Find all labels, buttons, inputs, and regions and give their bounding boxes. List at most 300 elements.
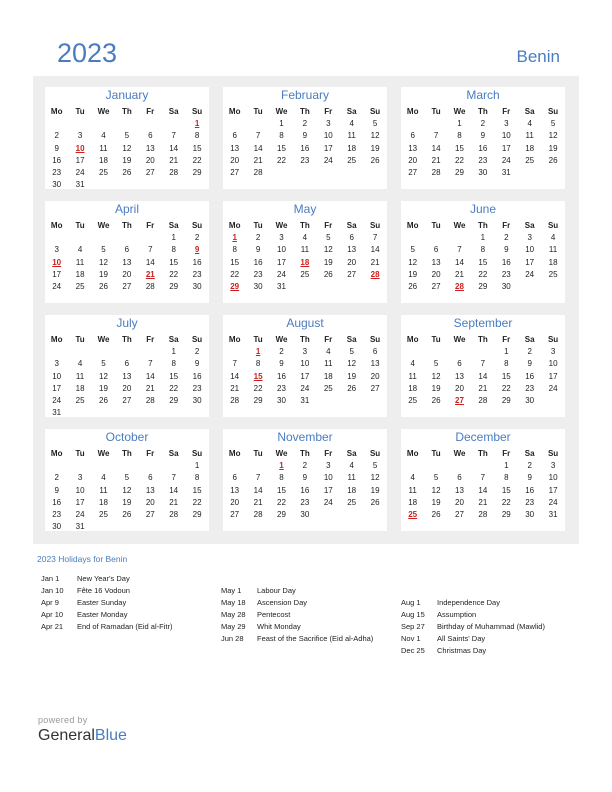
day-cell: 29 (192, 510, 202, 519)
day-cell: 11 (548, 245, 558, 255)
day-cell: 6 (148, 473, 153, 483)
weekday-header: Fr (146, 107, 155, 116)
month-september (401, 315, 565, 417)
day-cell: 19 (99, 269, 108, 279)
holiday-day-cell: 28 (370, 269, 380, 279)
weekday-header: Th (299, 221, 310, 230)
day-cell: 21 (455, 269, 464, 279)
day-cell: 14 (169, 485, 179, 495)
day-cell: 9 (504, 245, 509, 255)
day-cell: 30 (192, 282, 202, 291)
month-name: October (105, 430, 149, 444)
day-cell: 11 (300, 245, 310, 255)
day-cell: 27 (408, 168, 418, 177)
day-cell: 22 (253, 383, 263, 393)
weekday-header: Tu (253, 221, 263, 230)
day-cell: 13 (145, 485, 155, 495)
day-cell: 16 (192, 257, 202, 267)
day-cell: 16 (300, 485, 310, 495)
day-cell: 19 (370, 485, 380, 495)
holiday-day-cell: 27 (455, 396, 464, 405)
day-cell: 31 (548, 510, 558, 519)
day-cell: 27 (431, 282, 441, 291)
day-cell: 17 (323, 485, 333, 495)
day-cell: 20 (431, 269, 441, 279)
month-name: January (105, 88, 149, 102)
day-cell: 25 (347, 497, 357, 507)
day-cell: 22 (501, 497, 511, 507)
day-cell: 11 (75, 371, 85, 381)
day-cell: 29 (169, 282, 179, 291)
holidays-title: 2023 Holidays for Benin (37, 554, 128, 564)
day-cell: 20 (347, 257, 357, 267)
day-cell: 19 (122, 497, 132, 507)
day-cell: 20 (408, 155, 418, 165)
day-cell: 14 (169, 143, 179, 153)
day-cell: 9 (54, 143, 59, 153)
day-cell: 3 (550, 461, 556, 471)
month-july (45, 315, 209, 417)
day-cell: 10 (277, 245, 286, 255)
day-cell: 12 (408, 257, 418, 267)
holiday-day-cell: 9 (194, 245, 200, 255)
month-name: March (466, 88, 500, 102)
day-cell: 24 (300, 383, 310, 393)
day-cell: 29 (501, 396, 511, 405)
day-cell: 29 (192, 168, 202, 177)
day-cell: 12 (122, 485, 132, 495)
day-cell: 6 (232, 131, 237, 141)
day-cell: 26 (431, 510, 441, 519)
day-cell: 18 (75, 269, 85, 279)
day-cell: 19 (370, 143, 380, 153)
month-name: September (453, 316, 513, 330)
day-cell: 12 (347, 359, 357, 369)
day-cell: 30 (253, 282, 263, 291)
day-cell: 29 (455, 168, 464, 177)
day-cell: 2 (255, 233, 261, 243)
day-cell: 28 (169, 168, 179, 177)
holiday-name: Whit Monday (257, 622, 301, 631)
day-cell: 19 (122, 155, 132, 165)
day-cell: 24 (501, 155, 511, 165)
day-cell: 13 (145, 143, 155, 153)
day-cell: 25 (548, 269, 558, 279)
brand-name (38, 727, 127, 745)
holiday-row (401, 621, 545, 633)
weekday-header: Th (299, 449, 310, 458)
day-cell: 28 (478, 396, 488, 405)
day-cell: 4 (349, 119, 354, 129)
day-cell: 26 (431, 396, 441, 405)
day-cell: 16 (525, 371, 535, 381)
weekday-header: Sa (346, 107, 357, 116)
day-cell: 27 (145, 510, 155, 519)
weekday-header: Th (477, 335, 488, 344)
holiday-date: Apr 9 (41, 598, 59, 607)
day-cell: 1 (457, 119, 462, 129)
day-cell: 26 (122, 510, 132, 519)
day-cell: 27 (347, 269, 357, 279)
day-cell: 17 (52, 269, 62, 279)
day-cell: 9 (302, 131, 308, 141)
day-cell: 26 (122, 168, 132, 177)
holiday-row (41, 621, 172, 633)
day-cell: 11 (99, 485, 108, 495)
weekday-header: Sa (346, 449, 357, 458)
day-cell: 26 (99, 282, 108, 291)
day-cell: 1 (171, 233, 176, 243)
day-cell: 29 (169, 396, 179, 405)
day-cell: 21 (478, 383, 488, 393)
day-cell: 22 (169, 269, 179, 279)
day-cell: 28 (253, 168, 263, 177)
weekday-header: Fr (324, 107, 333, 116)
day-cell: 2 (194, 233, 200, 243)
weekday-header: Mo (50, 449, 63, 458)
weekday-header: Mo (406, 335, 419, 344)
day-cell: 22 (277, 497, 286, 507)
holiday-name: Independence Day (437, 598, 500, 607)
day-cell: 23 (277, 383, 286, 393)
day-cell: 25 (525, 155, 535, 165)
weekday-header: Th (477, 107, 488, 116)
month-august (223, 315, 387, 417)
day-cell: 24 (323, 497, 333, 507)
day-cell: 27 (370, 383, 380, 393)
day-cell: 5 (349, 347, 354, 357)
day-cell: 24 (548, 383, 558, 393)
day-cell: 13 (122, 257, 132, 267)
weekday-header: Sa (168, 107, 179, 116)
holiday-date: May 28 (221, 610, 246, 619)
day-cell: 4 (77, 359, 83, 369)
day-cell: 3 (527, 233, 532, 243)
day-cell: 20 (145, 497, 155, 507)
day-cell: 5 (124, 131, 130, 141)
day-cell: 2 (480, 119, 486, 129)
weekday-header: Su (369, 221, 381, 230)
day-cell: 18 (323, 371, 333, 381)
day-cell: 7 (171, 473, 176, 483)
day-cell: 31 (75, 180, 85, 190)
day-cell: 18 (408, 383, 418, 393)
holiday-date: Apr 10 (41, 610, 64, 619)
day-cell: 16 (525, 485, 535, 495)
day-cell: 30 (277, 396, 286, 405)
day-cell: 23 (478, 155, 488, 165)
weekday-header: Th (121, 449, 132, 458)
day-cell: 2 (504, 233, 509, 243)
day-cell: 20 (122, 269, 132, 279)
day-cell: 1 (504, 461, 509, 471)
weekday-header: We (97, 449, 110, 458)
day-cell: 11 (99, 143, 108, 153)
day-cell: 21 (370, 257, 380, 267)
weekday-header: Fr (502, 335, 511, 344)
day-cell: 8 (255, 359, 261, 369)
day-cell: 31 (277, 282, 286, 291)
month-may (223, 201, 387, 303)
month-june (401, 201, 565, 303)
day-cell: 8 (194, 473, 200, 483)
day-cell: 6 (124, 359, 130, 369)
weekday-header: Mo (50, 221, 63, 230)
day-cell: 19 (99, 383, 108, 393)
weekday-header: Su (547, 221, 559, 230)
weekday-header: Su (547, 449, 559, 458)
day-cell: 16 (277, 371, 286, 381)
day-cell: 16 (300, 143, 310, 153)
month-name: August (286, 316, 324, 330)
day-cell: 28 (230, 396, 240, 405)
day-cell: 10 (300, 359, 310, 369)
day-cell: 8 (232, 245, 237, 255)
day-cell: 19 (431, 497, 441, 507)
weekday-header: We (275, 221, 288, 230)
weekday-header: We (275, 449, 288, 458)
month-february (223, 87, 387, 189)
day-cell: 9 (302, 473, 308, 483)
year-title: 2023 (57, 38, 118, 68)
weekday-header: Sa (524, 107, 535, 116)
day-cell: 20 (230, 497, 240, 507)
day-cell: 5 (372, 461, 378, 471)
weekday-header: We (97, 335, 110, 344)
day-cell: 5 (101, 359, 106, 369)
day-cell: 17 (75, 497, 85, 507)
weekday-header: Fr (324, 221, 333, 230)
weekday-header: Tu (75, 449, 85, 458)
holiday-day-cell: 29 (230, 282, 240, 291)
day-cell: 19 (347, 371, 357, 381)
day-cell: 30 (192, 396, 202, 405)
holiday-date: Aug 1 (401, 598, 421, 607)
day-cell: 8 (504, 473, 509, 483)
day-cell: 2 (54, 473, 59, 483)
day-cell: 19 (548, 143, 558, 153)
day-cell: 1 (171, 347, 176, 357)
day-cell: 23 (253, 269, 263, 279)
weekday-header: We (275, 107, 288, 116)
day-cell: 28 (145, 282, 155, 291)
holiday-day-cell: 21 (145, 269, 155, 279)
weekday-header: Mo (228, 221, 241, 230)
day-cell: 23 (525, 383, 535, 393)
day-cell: 1 (480, 233, 486, 243)
day-cell: 17 (75, 155, 85, 165)
day-cell: 15 (277, 143, 286, 153)
day-cell: 28 (253, 510, 263, 519)
weekday-header: We (275, 335, 288, 344)
holiday-day-cell: 1 (255, 347, 261, 357)
day-cell: 4 (349, 461, 354, 471)
day-cell: 27 (230, 510, 240, 519)
weekday-header: Th (477, 449, 488, 458)
day-cell: 27 (122, 396, 132, 405)
holiday-row (221, 621, 373, 633)
weekday-header: Mo (406, 449, 419, 458)
holiday-date: May 18 (221, 598, 246, 607)
day-cell: 31 (75, 522, 85, 532)
weekday-header: Fr (324, 449, 333, 458)
day-cell: 9 (527, 473, 532, 483)
holiday-column (221, 585, 373, 645)
weekday-header: Sa (168, 449, 179, 458)
day-cell: 16 (253, 257, 263, 267)
weekday-header: Sa (346, 335, 357, 344)
brand-logo (38, 715, 127, 745)
day-cell: 8 (457, 131, 462, 141)
day-cell: 24 (52, 396, 62, 405)
weekday-header: Th (299, 107, 310, 116)
day-cell: 21 (253, 497, 263, 507)
day-cell: 18 (99, 155, 108, 165)
day-cell: 30 (52, 522, 62, 532)
day-cell: 19 (323, 257, 333, 267)
day-cell: 13 (370, 359, 380, 369)
holiday-name: Assumption (437, 610, 477, 619)
day-cell: 16 (52, 155, 62, 165)
day-cell: 12 (99, 257, 108, 267)
day-cell: 3 (77, 131, 83, 141)
day-cell: 10 (525, 245, 535, 255)
holiday-date: Apr 21 (41, 622, 64, 631)
day-cell: 20 (145, 155, 155, 165)
day-cell: 4 (326, 347, 331, 357)
month-name: April (114, 202, 139, 216)
day-cell: 15 (230, 257, 240, 267)
day-cell: 8 (171, 245, 176, 255)
day-cell: 21 (253, 155, 263, 165)
day-cell: 1 (504, 347, 509, 357)
day-cell: 20 (122, 383, 132, 393)
day-cell: 27 (455, 510, 464, 519)
day-cell: 4 (550, 233, 556, 243)
day-cell: 22 (192, 497, 202, 507)
day-cell: 22 (455, 155, 464, 165)
day-cell: 12 (99, 371, 108, 381)
weekday-header: Fr (146, 335, 155, 344)
day-cell: 7 (372, 233, 378, 243)
day-cell: 18 (525, 143, 535, 153)
day-cell: 12 (431, 371, 441, 381)
day-cell: 4 (410, 359, 415, 369)
day-cell: 19 (431, 383, 441, 393)
day-cell: 16 (478, 143, 488, 153)
day-cell: 11 (525, 131, 534, 141)
day-cell: 28 (431, 168, 441, 177)
weekday-header: Sa (168, 335, 179, 344)
day-cell: 17 (323, 143, 333, 153)
day-cell: 14 (253, 485, 263, 495)
holiday-day-cell: 18 (300, 257, 310, 267)
day-cell: 24 (52, 282, 62, 291)
day-cell: 27 (145, 168, 155, 177)
day-cell: 14 (370, 245, 380, 255)
day-cell: 3 (504, 119, 509, 129)
day-cell: 24 (277, 269, 286, 279)
day-cell: 24 (75, 510, 85, 519)
day-cell: 13 (408, 143, 418, 153)
day-cell: 17 (548, 371, 558, 381)
weekday-header: Tu (431, 335, 441, 344)
holiday-row (221, 597, 373, 609)
day-cell: 10 (548, 359, 558, 369)
day-cell: 21 (431, 155, 441, 165)
day-cell: 2 (54, 131, 59, 141)
day-cell: 14 (478, 485, 488, 495)
month-october (45, 429, 209, 531)
day-cell: 21 (478, 497, 488, 507)
day-cell: 3 (326, 119, 331, 129)
day-cell: 15 (501, 371, 511, 381)
day-cell: 26 (548, 155, 558, 165)
day-cell: 3 (77, 473, 83, 483)
day-cell: 1 (194, 461, 200, 471)
day-cell: 13 (230, 143, 240, 153)
day-cell: 24 (75, 168, 85, 177)
holiday-date: Jan 10 (41, 586, 64, 595)
holiday-row (221, 633, 373, 645)
day-cell: 31 (501, 168, 511, 177)
weekday-header: Th (121, 335, 132, 344)
day-cell: 29 (501, 510, 511, 519)
day-cell: 30 (52, 180, 62, 190)
day-cell: 1 (279, 119, 284, 129)
day-cell: 3 (54, 359, 59, 369)
weekday-header: Tu (75, 107, 85, 116)
day-cell: 21 (230, 383, 240, 393)
day-cell: 30 (300, 510, 310, 519)
holiday-name: Fête 16 Vodoun (77, 586, 130, 595)
day-cell: 2 (302, 119, 308, 129)
day-cell: 26 (347, 383, 357, 393)
weekday-header: Tu (431, 449, 441, 458)
day-cell: 2 (527, 347, 532, 357)
holiday-row (41, 597, 172, 609)
holiday-date: Jun 28 (221, 634, 244, 643)
day-cell: 14 (230, 371, 240, 381)
day-cell: 16 (501, 257, 511, 267)
day-cell: 11 (408, 371, 417, 381)
day-cell: 17 (277, 257, 286, 267)
day-cell: 13 (122, 371, 132, 381)
day-cell: 22 (169, 383, 179, 393)
day-cell: 6 (410, 131, 415, 141)
day-cell: 30 (501, 282, 511, 291)
day-cell: 31 (52, 408, 62, 418)
day-cell: 12 (431, 485, 441, 495)
day-cell: 17 (52, 383, 62, 393)
day-cell: 9 (527, 359, 532, 369)
month-name: May (293, 202, 317, 216)
weekday-header: We (453, 449, 466, 458)
day-cell: 23 (300, 497, 310, 507)
day-cell: 6 (148, 131, 153, 141)
day-cell: 4 (302, 233, 308, 243)
day-cell: 24 (323, 155, 333, 165)
weekday-header: Mo (406, 221, 419, 230)
day-cell: 15 (169, 257, 179, 267)
weekday-header: Tu (75, 221, 85, 230)
day-cell: 8 (279, 131, 284, 141)
day-cell: 18 (408, 497, 418, 507)
weekday-header: Mo (406, 107, 419, 116)
weekday-header: Su (191, 449, 203, 458)
brand-blue: Blue (94, 727, 127, 744)
day-cell: 9 (255, 245, 261, 255)
